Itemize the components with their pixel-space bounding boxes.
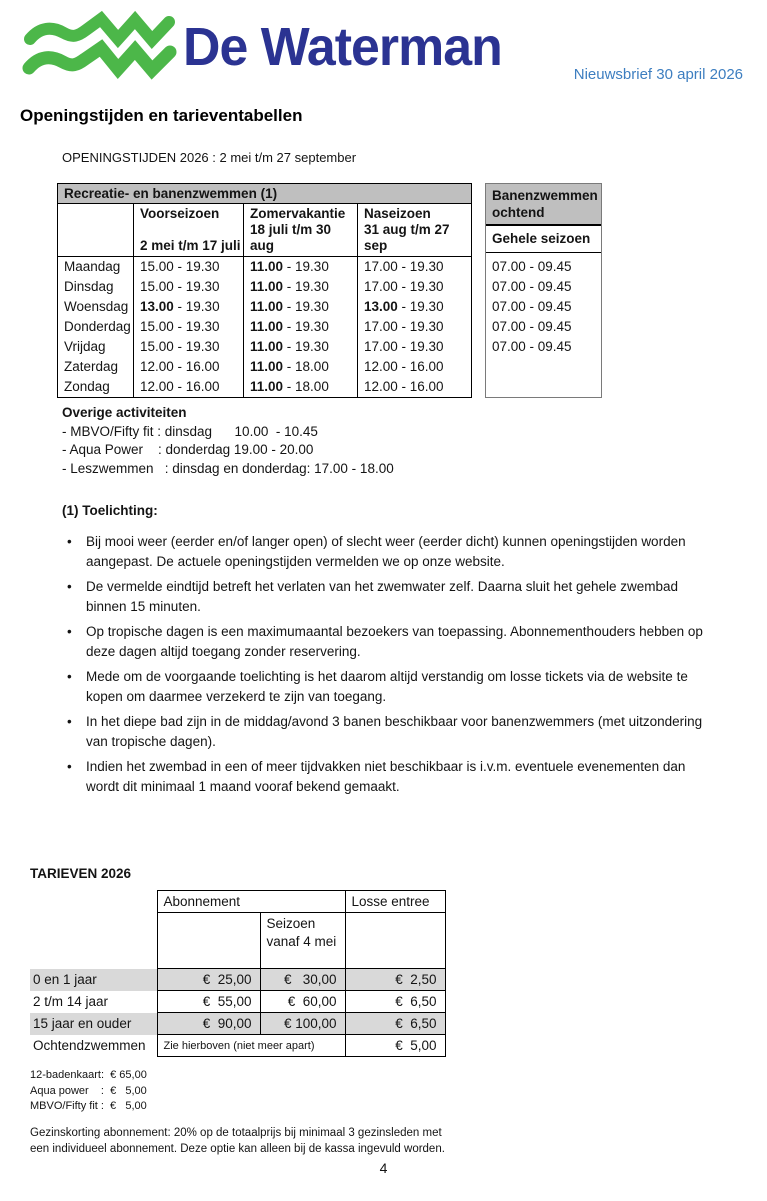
green-waves-logo xyxy=(20,8,178,100)
season-name: Voorseizoen xyxy=(140,206,220,221)
tarieven-table xyxy=(30,890,446,1057)
recreatie-table-header xyxy=(58,204,471,257)
tarieven-row-label: 15 jaar en ouder xyxy=(30,1013,157,1035)
opening-time-cell: 17.00 - 19.30 xyxy=(357,257,471,277)
extra-price-line: 12-badenkaart: € 65,00 xyxy=(30,1069,147,1081)
price-seizoen: € 30,00 xyxy=(260,969,345,991)
extra-price-line: MBVO/Fifty fit : € 5,00 xyxy=(30,1100,147,1112)
morning-time-cell: 07.00 - 09.45 xyxy=(492,259,572,274)
day-label: Maandag xyxy=(64,259,121,274)
price-losse-entree: € 6,50 xyxy=(345,1013,445,1035)
opening-tables xyxy=(57,183,602,398)
price-seizoen: € 100,00 xyxy=(260,1013,345,1035)
opening-time-cell: 13.00 - 19.30 xyxy=(357,297,471,317)
banenzwemmen-times xyxy=(486,253,601,357)
opening-times-intro: OPENINGSTIJDEN 2026 : 2 mei t/m 27 september xyxy=(62,150,357,165)
season-period: 31 aug t/m 27 sep xyxy=(364,222,450,253)
season-period: 18 juli t/m 30 aug xyxy=(250,222,332,253)
page-number: 4 xyxy=(379,1160,388,1176)
opening-time-cell: 12.00 - 16.00 xyxy=(133,377,243,397)
opening-time-cell: 11.00 - 19.30 xyxy=(243,337,357,357)
day-label: Zaterdag xyxy=(64,359,119,374)
season-name: Naseizoen xyxy=(364,206,431,221)
opening-time-cell: 17.00 - 19.30 xyxy=(357,317,471,337)
morning-time-cell: 07.00 - 09.45 xyxy=(492,279,572,294)
season-column-header xyxy=(357,204,471,256)
morning-time-cell: 07.00 - 09.45 xyxy=(492,299,572,314)
toelichting-bullet: • De vermelde eindtijd betreft het verlaten van het zwemwater zelf. Daarna sluit het gehele zwembad binnen 15 minuten. xyxy=(62,577,716,616)
activity-line: - MBVO/Fifty fit : dinsdag 10.00 - 10.45 xyxy=(62,423,318,439)
price-abonnement: € 55,00 xyxy=(157,991,260,1013)
tarieven-title: TARIEVEN 2026 xyxy=(30,866,132,881)
newsletter-date: Nieuwsbrief 30 april 2026 xyxy=(573,66,743,83)
day-label: Woensdag xyxy=(64,299,129,314)
opening-time-cell: 11.00 - 19.30 xyxy=(243,297,357,317)
season-name: Zomervakantie xyxy=(250,206,346,221)
opening-time-cell: 17.00 - 19.30 xyxy=(357,277,471,297)
tarieven-ochtend-note: Zie hierboven (niet meer apart) xyxy=(157,1035,345,1057)
brand-title: De Waterman xyxy=(183,17,502,77)
activity-line: - Aqua Power : donderdag 19.00 - 20.00 xyxy=(62,442,314,457)
toelichting-bullet: • Bij mooi weer (eerder en/of langer open) of slecht weer (eerder dicht) kunnen openingstijden worden aangepast. De actuele openingstijden vermelden we op onze website. xyxy=(62,532,716,571)
tarieven-header-spacer xyxy=(30,891,157,913)
morning-time-cell: 07.00 - 09.45 xyxy=(492,339,572,354)
toelichting-bullet: • Mede om de voorgaande toelichting is het daarom altijd verstandig om losse tickets via de website te kopen om daarmee verzekerd te zijn van toegang. xyxy=(62,667,716,706)
opening-time-cell: 11.00 - 19.30 xyxy=(243,277,357,297)
opening-time-cell: 15.00 - 19.30 xyxy=(133,337,243,357)
opening-time-cell: 15.00 - 19.30 xyxy=(133,277,243,297)
season-period: 2 mei t/m 17 juli xyxy=(140,238,241,253)
opening-time-cell: 15.00 - 19.30 xyxy=(133,317,243,337)
opening-time-cell: 17.00 - 19.30 xyxy=(357,337,471,357)
banenzwemmen-table xyxy=(485,183,602,398)
recreatie-table-body xyxy=(58,257,471,397)
day-label: Donderdag xyxy=(64,319,131,334)
tarieven-row-label: 0 en 1 jaar xyxy=(30,969,157,991)
opening-time-cell: 11.00 - 18.00 xyxy=(243,357,357,377)
day-label: Vrijdag xyxy=(64,339,106,354)
day-label: Zondag xyxy=(64,379,110,394)
tarieven-subheader-row xyxy=(30,913,445,969)
opening-time-cell: 12.00 - 16.00 xyxy=(357,377,471,397)
toelichting-bullet: • In het diepe bad zijn in de middag/avond 3 banen beschikbaar voor banenzwemmers (met uitzondering van tropische dagen). xyxy=(62,712,716,751)
tarieven-row-label: Ochtendzwemmen xyxy=(33,1038,146,1053)
opening-time-cell: 13.00 - 19.30 xyxy=(133,297,243,317)
tarieven-row xyxy=(30,1013,445,1035)
tarieven-row xyxy=(30,969,445,991)
price-abonnement: € 25,00 xyxy=(157,969,260,991)
opening-time-cell: 15.00 - 19.30 xyxy=(133,257,243,277)
overige-activiteiten-section xyxy=(62,404,394,478)
page-title: Openingstijden en tarieventabellen xyxy=(20,106,303,125)
toelichting-title: (1) Toelichting: xyxy=(62,503,158,518)
overige-activiteiten-title: Overige activiteiten xyxy=(62,405,187,420)
tarieven-col-abonnement: Abonnement xyxy=(157,891,345,913)
tarieven-subcol-empty xyxy=(157,913,260,969)
price-abonnement: € 90,00 xyxy=(157,1013,260,1035)
toelichting-bullet: • Op tropische dagen is een maximumaantal bezoekers van toepassing. Abonnementhouders hebben op deze dagen altijd toegang zonder reservering. xyxy=(62,622,716,661)
day-label: Dinsdag xyxy=(64,279,114,294)
tarieven-row-label: 2 t/m 14 jaar xyxy=(33,994,109,1009)
opening-time-cell: 11.00 - 18.00 xyxy=(243,377,357,397)
extra-prices-list xyxy=(30,1068,510,1115)
tarieven-subcol-seizoen: Seizoen vanaf 4 mei xyxy=(260,913,345,969)
tarieven-ochtend-losse-entree: € 5,00 xyxy=(345,1035,445,1057)
season-column-header xyxy=(243,204,357,256)
toelichting-bullet-list xyxy=(62,532,717,796)
tarieven-table-footer xyxy=(30,1035,445,1057)
family-discount-note: Gezinskorting abonnement: 20% op de totaalprijs bij minimaal 3 gezinsleden met een individueel abonnement. Deze optie kan alleen bij de kassa ingevuld worden. xyxy=(30,1126,445,1155)
tarieven-section xyxy=(30,866,510,1158)
tarieven-col-losse-entree: Losse entree xyxy=(345,891,445,913)
opening-time-cell: 11.00 - 19.30 xyxy=(243,317,357,337)
day-column-header xyxy=(58,204,133,256)
tarieven-subcol-empty xyxy=(345,913,445,969)
overige-activiteiten-lines xyxy=(62,423,394,479)
recreatie-table xyxy=(57,183,472,398)
price-losse-entree: € 2,50 xyxy=(345,969,445,991)
activity-line: - Leszwemmen : dinsdag en donderdag: 17.00 - 18.00 xyxy=(62,460,394,476)
tarieven-row xyxy=(30,991,445,1013)
price-seizoen: € 60,00 xyxy=(260,991,345,1013)
opening-time-cell: 11.00 - 19.30 xyxy=(243,257,357,277)
morning-time-cell: 07.00 - 09.45 xyxy=(492,319,572,334)
opening-time-cell: 12.00 - 16.00 xyxy=(357,357,471,377)
season-column-header xyxy=(133,204,243,256)
extra-price-line: Aqua power : € 5,00 xyxy=(30,1084,147,1097)
tarieven-subheader-spacer xyxy=(30,913,157,969)
recreatie-table-title: Recreatie- en banenzwemmen (1) xyxy=(58,184,471,204)
banenzwemmen-table-title: Banenzwemmen ochtend xyxy=(486,184,601,226)
tarieven-table-header xyxy=(30,891,445,969)
banenzwemmen-season-label: Gehele seizoen xyxy=(486,226,601,253)
price-losse-entree: € 6,50 xyxy=(345,991,445,1013)
tarieven-row-ochtendzwemmen xyxy=(30,1035,445,1057)
tarieven-table-body xyxy=(30,969,445,1035)
toelichting-bullet: • Indien het zwembad in een of meer tijdvakken niet beschikbaar is i.v.m. eventuele evenementen dan wordt dit minimaal 1 maand vooraf bekend gemaakt. xyxy=(62,757,716,796)
tarieven-header-row xyxy=(30,891,445,913)
opening-time-cell: 12.00 - 16.00 xyxy=(133,357,243,377)
toelichting-section xyxy=(62,503,717,802)
